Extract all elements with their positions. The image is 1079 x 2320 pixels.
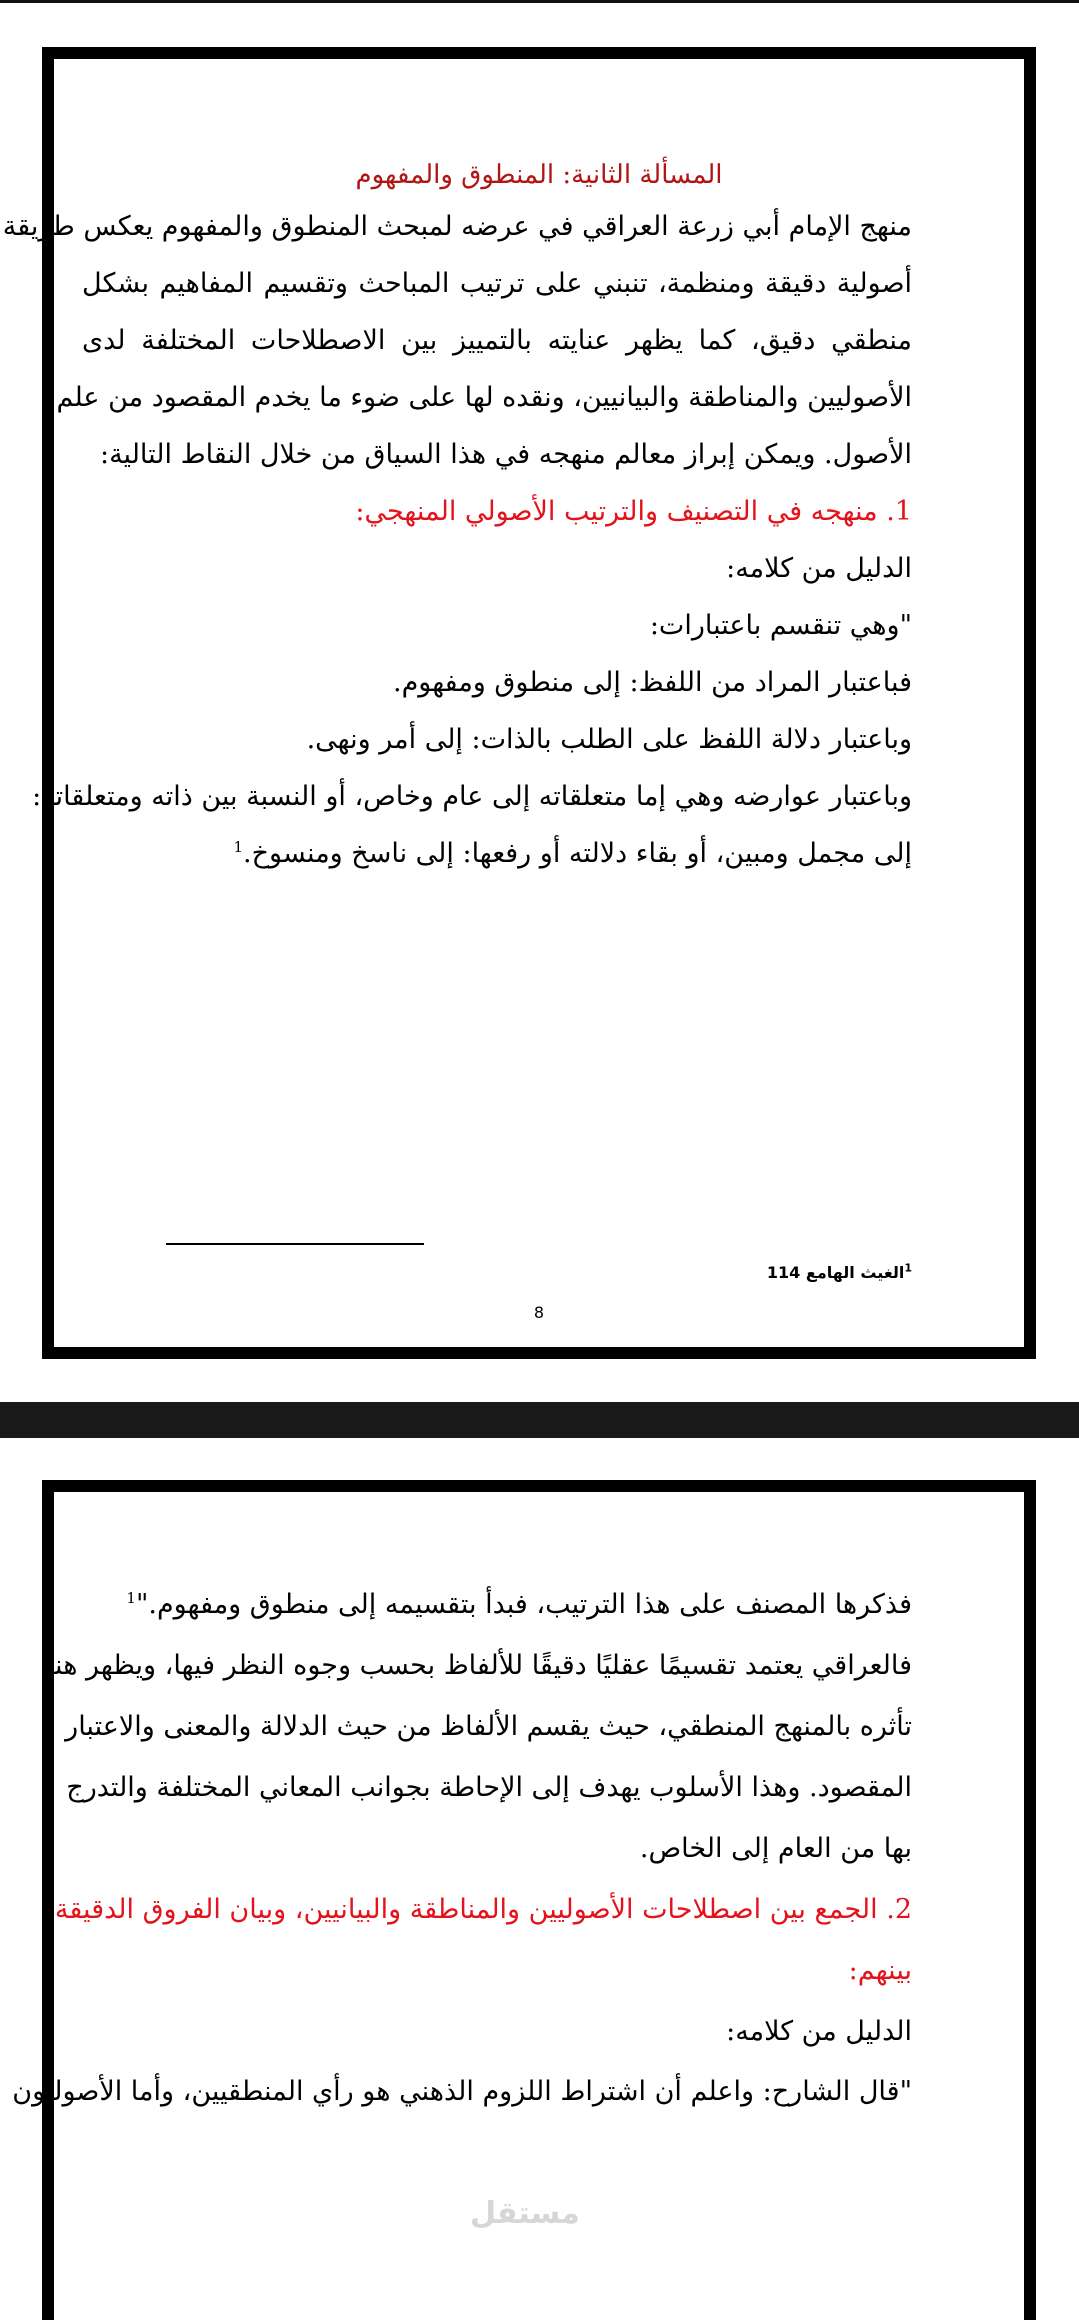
footnote-rule bbox=[166, 1243, 424, 1245]
quote-line-5-text: إلى مجمل ومبين، أو بقاء دلالته أو رفعها: إلى ناسخ ومنسوخ. bbox=[243, 838, 912, 869]
page2-line-1 bbox=[82, 1585, 912, 1625]
page-separator bbox=[0, 1402, 1079, 1438]
intro-line-3: منطقي دقيق، كما يظهر عنايته بالتمييز بين الاصطلاحات المختلفة لدى bbox=[82, 325, 912, 356]
quote-line-4: وباعتبار عوارضه وهي إما متعلقاته إلى عام وخاص، أو النسبة بين ذاته ومتعلقاته: bbox=[32, 781, 912, 812]
heading-2-line-1: 2. الجمع بين اصطلاحات الأصوليين والمناطقة والبيانيين، وبيان الفروق الدقيقة bbox=[54, 1894, 912, 1925]
page2-last-line: "قال الشارح: واعلم أن اشتراط اللزوم الذهني هو رأي المنطقيين، وأما الأصوليون bbox=[12, 2076, 912, 2107]
footnote bbox=[767, 1261, 912, 1285]
para-line-1: فالعراقي يعتمد تقسيمًا عقليًا دقيقًا للألفاظ بحسب وجوه النظر فيها، ويظهر هنا bbox=[46, 1650, 912, 1681]
heading-2-line-2: بينهم: bbox=[848, 1955, 912, 1986]
para-line-4: بها من العام إلى الخاص. bbox=[639, 1833, 912, 1864]
quote-line-5 bbox=[82, 834, 912, 874]
intro-line-5: الأصول. ويمكن إبراز معالم منهجه في هذا السياق من خلال النقاط التالية: bbox=[99, 439, 912, 470]
intro-line-1: منهج الإمام أبي زرعة العراقي في عرضه لمبحث المنطوق والمفهوم يعكس طريقة bbox=[2, 211, 912, 242]
document-page-2 bbox=[12, 1480, 1036, 2320]
quote-line-3: وباعتبار دلالة اللفظ على الطلب بالذات: إلى أمر ونهى. bbox=[306, 724, 912, 755]
evidence-label: الدليل من كلامه: bbox=[726, 553, 912, 584]
quote-line-1: "وهي تنقسم باعتبارات: bbox=[649, 610, 912, 641]
quote-line-2: فباعتبار المراد من اللفظ: إلى منطوق ومفهوم. bbox=[392, 667, 912, 698]
page2-line-1-text: فذكرها المصنف على هذا الترتيب، فبدأ بتقسيمه إلى منطوق ومفهوم." bbox=[135, 1589, 912, 1620]
footnote-reference: 1 bbox=[233, 838, 244, 856]
intro-line-4: الأصوليين والمناطقة والبيانيين، ونقده لها على ضوء ما يخدم المقصود من علم bbox=[56, 382, 912, 413]
page-number: 8 bbox=[533, 1303, 545, 1322]
section-title: المسألة الثانية: المنطوق والمفهوم bbox=[355, 160, 723, 190]
evidence-label-2: الدليل من كلامه: bbox=[726, 2016, 912, 2047]
document-page-1 bbox=[2, 47, 1036, 1359]
intro-line-2: أصولية دقيقة ومنظمة، تنبني على ترتيب المباحث وتقسيم المفاهيم بشكل bbox=[82, 268, 912, 299]
footnote-reference: 1 bbox=[126, 1589, 136, 1607]
heading-1: 1. منهجه في التصنيف والترتيب الأصولي المنهجي: bbox=[355, 496, 912, 527]
watermark-logo: مستقل bbox=[470, 2196, 580, 2231]
para-line-2: تأثره بالمنهج المنطقي، حيث يقسم الألفاظ من حيث الدلالة والمعنى والاعتبار bbox=[65, 1711, 912, 1742]
footnote-text: الغيث الهامع 114 bbox=[766, 1263, 905, 1282]
footnote-mark: 1 bbox=[904, 1261, 912, 1275]
para-line-3: المقصود. وهذا الأسلوب يهدف إلى الإحاطة بجوانب المعاني المختلفة والتدرج bbox=[66, 1772, 912, 1803]
top-edge-line bbox=[0, 0, 1079, 3]
